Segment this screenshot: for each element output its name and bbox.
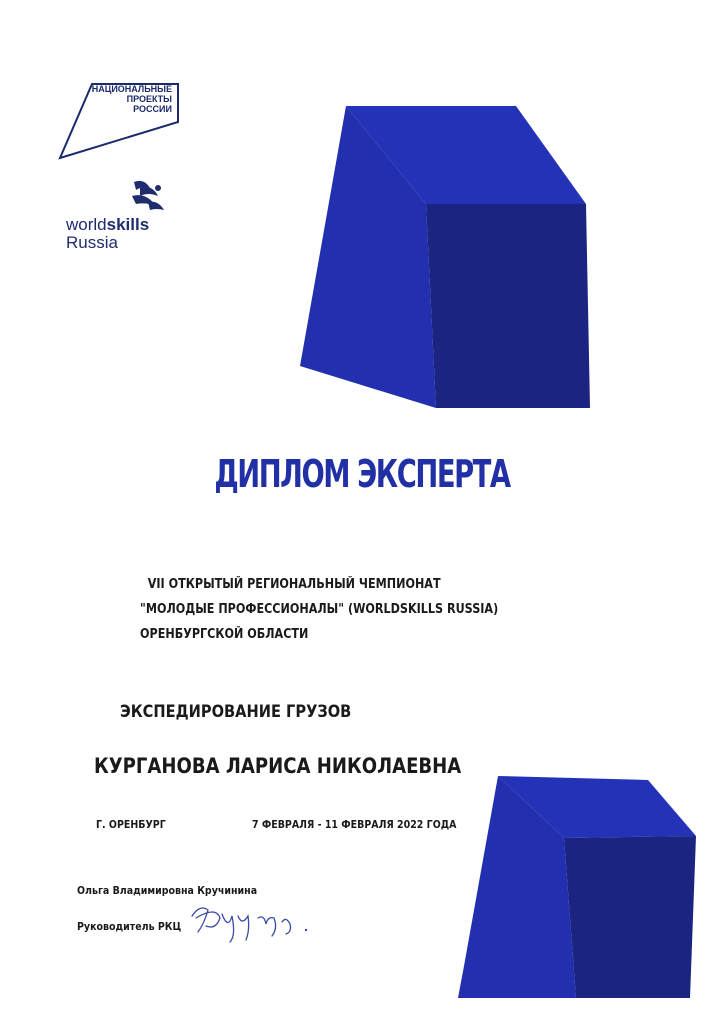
worldskills-emblem-icon xyxy=(128,176,168,216)
event-dates: 7 ФЕВРАЛЯ - 11 ФЕВРАЛЯ 2022 ГОДА xyxy=(252,818,457,831)
np-line-2: ПРОЕКТЫ xyxy=(126,94,172,104)
decorative-cube-small xyxy=(458,776,698,998)
np-line-3: РОССИИ xyxy=(133,104,172,114)
city: Г. ОРЕНБУРГ xyxy=(96,818,166,831)
worldskills-logo xyxy=(66,176,176,262)
signer-role: Руководитель РКЦ xyxy=(77,920,182,933)
national-projects-logo xyxy=(56,80,182,162)
worldskills-wordmark xyxy=(66,216,149,234)
competency-name: ЭКСПЕДИРОВАНИЕ ГРУЗОВ xyxy=(120,702,352,722)
championship-line-3: ОРЕНБУРГСКОЙ ОБЛАСТИ xyxy=(140,627,309,642)
recipient-name: КУРГАНОВА ЛАРИСА НИКОЛАЕВНА xyxy=(94,754,462,778)
ws-russia: Russia xyxy=(66,233,118,252)
championship-line-1: VII ОТКРЫТЫЙ РЕГИОНАЛЬНЫЙ ЧЕМПИОНАТ xyxy=(147,577,441,592)
ws-world: world xyxy=(66,215,107,234)
diploma-title: ДИПЛОМ ЭКСПЕРТА xyxy=(214,452,510,496)
handwritten-signature xyxy=(186,896,316,946)
national-projects-text xyxy=(92,84,172,114)
ws-skills: skills xyxy=(106,215,150,234)
signer-name: Ольга Владимировна Кручинина xyxy=(77,884,258,897)
championship-line-2: "МОЛОДЫЕ ПРОФЕССИОНАЛЫ" (WORLDSKILLS RUSSIA) xyxy=(140,602,499,617)
np-line-1: НАЦИОНАЛЬНЫЕ xyxy=(91,84,172,94)
decorative-cube-large xyxy=(300,106,590,412)
championship-block xyxy=(140,572,580,647)
